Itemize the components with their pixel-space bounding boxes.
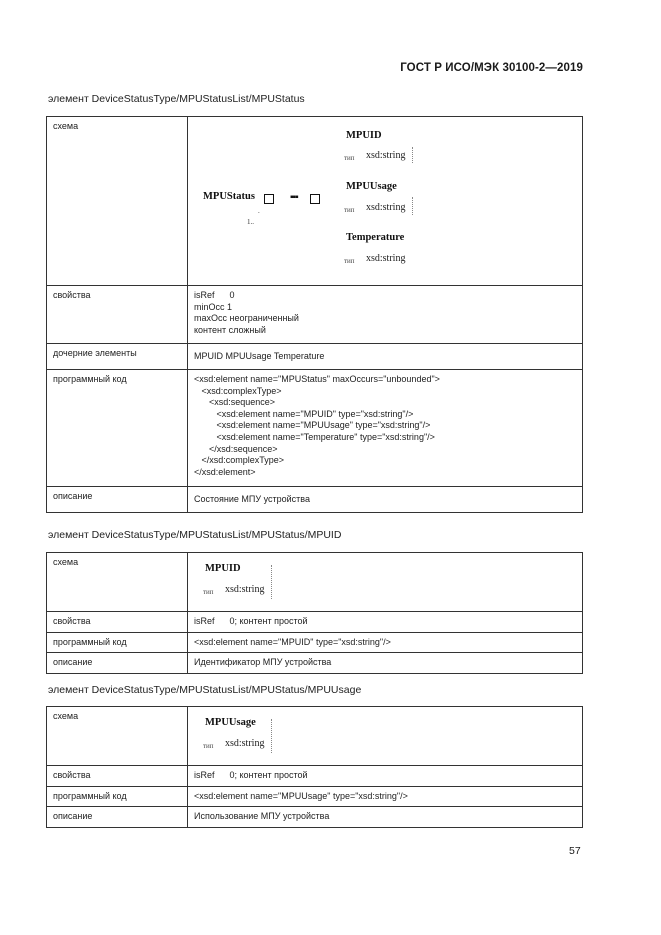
diagram-element-name: MPUID [205, 563, 241, 574]
row-label-properties: свойства [47, 612, 188, 633]
code-cell: <xsd:element name="MPUUsage" type="xsd:string"/> [188, 786, 583, 807]
row-label-properties: свойства [47, 286, 188, 344]
row-label-code: программный код [47, 632, 188, 653]
dotted-border [412, 197, 413, 215]
code-line: <xsd:element name="MPUUsage" type="xsd:string"/> [194, 420, 431, 431]
row-label-schema: схема [47, 553, 188, 612]
row-label-code: программный код [47, 370, 188, 487]
diagram-child-type: xsd:string [366, 202, 406, 213]
diagram-element-type: xsd:string [225, 738, 265, 749]
properties-cell: isRef 0; контент простой [188, 612, 583, 633]
schema-diagram-cell [188, 117, 583, 286]
dotted-border [412, 147, 413, 163]
spec-table-mpuid [46, 552, 583, 674]
dotted-border [271, 565, 272, 599]
document-header: ГОСТ Р ИСО/МЭК 30100-2—2019 [400, 62, 583, 74]
diagram-child-name: MPUID [346, 130, 382, 141]
description-cell: Использование МПУ устройства [188, 807, 583, 828]
row-label-schema: схема [47, 117, 188, 286]
spec-table-mpustatus [46, 116, 583, 513]
schema-diagram [188, 117, 582, 285]
sequence-icon: ▪▪▪ [290, 192, 298, 203]
row-label-children: дочерние элементы [47, 344, 188, 370]
code-cell: <xsd:element name="MPUID" type="xsd:string"/> [188, 632, 583, 653]
schema-diagram [188, 707, 582, 765]
children-cell: MPUID MPUUsage Temperature [188, 344, 583, 370]
dotted-border [271, 719, 272, 753]
description-cell: Состояние МПУ устройства [188, 487, 583, 513]
schema-diagram-cell [188, 707, 583, 766]
diagram-child-type: xsd:string [366, 150, 406, 161]
schema-diagram-cell [188, 553, 583, 612]
property-line: minOcc 1 [194, 301, 233, 312]
element-box-icon [264, 194, 274, 204]
diagram-element-type: xsd:string [225, 584, 265, 595]
diagram-element-name: MPUUsage [205, 717, 256, 728]
type-tag: тип [203, 588, 214, 596]
type-tag: тип [344, 257, 355, 265]
diagram-child-name: MPUUsage [346, 181, 397, 192]
section-title-mpuid: элемент DeviceStatusType/MPUStatusList/MPUStatus/MPUID [48, 529, 342, 541]
code-line: </xsd:sequence> [194, 443, 278, 454]
code-line: <xsd:sequence> [194, 397, 276, 408]
property-line: maxOcc неограниченный [194, 313, 299, 324]
page-number: 57 [569, 845, 581, 857]
schema-diagram [188, 553, 582, 611]
row-label-schema: схема [47, 707, 188, 766]
code-line: </xsd:complexType> [194, 455, 285, 466]
row-label-description: описание [47, 487, 188, 513]
diagram-child-name: Temperature [346, 232, 405, 243]
row-label-code: программный код [47, 786, 188, 807]
code-line: <xsd:element name="MPUStatus" maxOccurs="unbounded"> [194, 374, 440, 384]
diagram-root-name: MPUStatus [203, 191, 255, 202]
diagram-child-type: xsd:string [366, 253, 406, 264]
properties-cell: isRef 0; контент простой [188, 766, 583, 787]
diagram-root-occurs: 1.. [247, 218, 254, 226]
type-tag: тип [203, 742, 214, 750]
code-line: <xsd:complexType> [194, 385, 282, 396]
property-line: контент сложный [194, 324, 266, 335]
row-label-description: описание [47, 807, 188, 828]
type-tag: тип [344, 206, 355, 214]
type-tag: тип [344, 154, 355, 162]
spec-table-mpuusage [46, 706, 583, 828]
section-title-mpuusage: элемент DeviceStatusType/MPUStatusList/MPUStatus/MPUUsage [48, 684, 362, 696]
code-line: </xsd:element> [194, 466, 256, 477]
property-line: isRef 0 [194, 290, 235, 300]
row-label-properties: свойства [47, 766, 188, 787]
code-cell [188, 370, 583, 487]
sequence-box-icon [310, 194, 320, 204]
code-line: <xsd:element name="Temperature" type="xsd:string"/> [194, 431, 435, 442]
description-cell: Идентификатор МПУ устройства [188, 653, 583, 674]
tick-mark: . [258, 207, 260, 215]
section-title-mpustatus: элемент DeviceStatusType/MPUStatusList/MPUStatus [48, 93, 305, 105]
row-label-description: описание [47, 653, 188, 674]
code-line: <xsd:element name="MPUID" type="xsd:string"/> [194, 408, 414, 419]
properties-cell [188, 286, 583, 344]
